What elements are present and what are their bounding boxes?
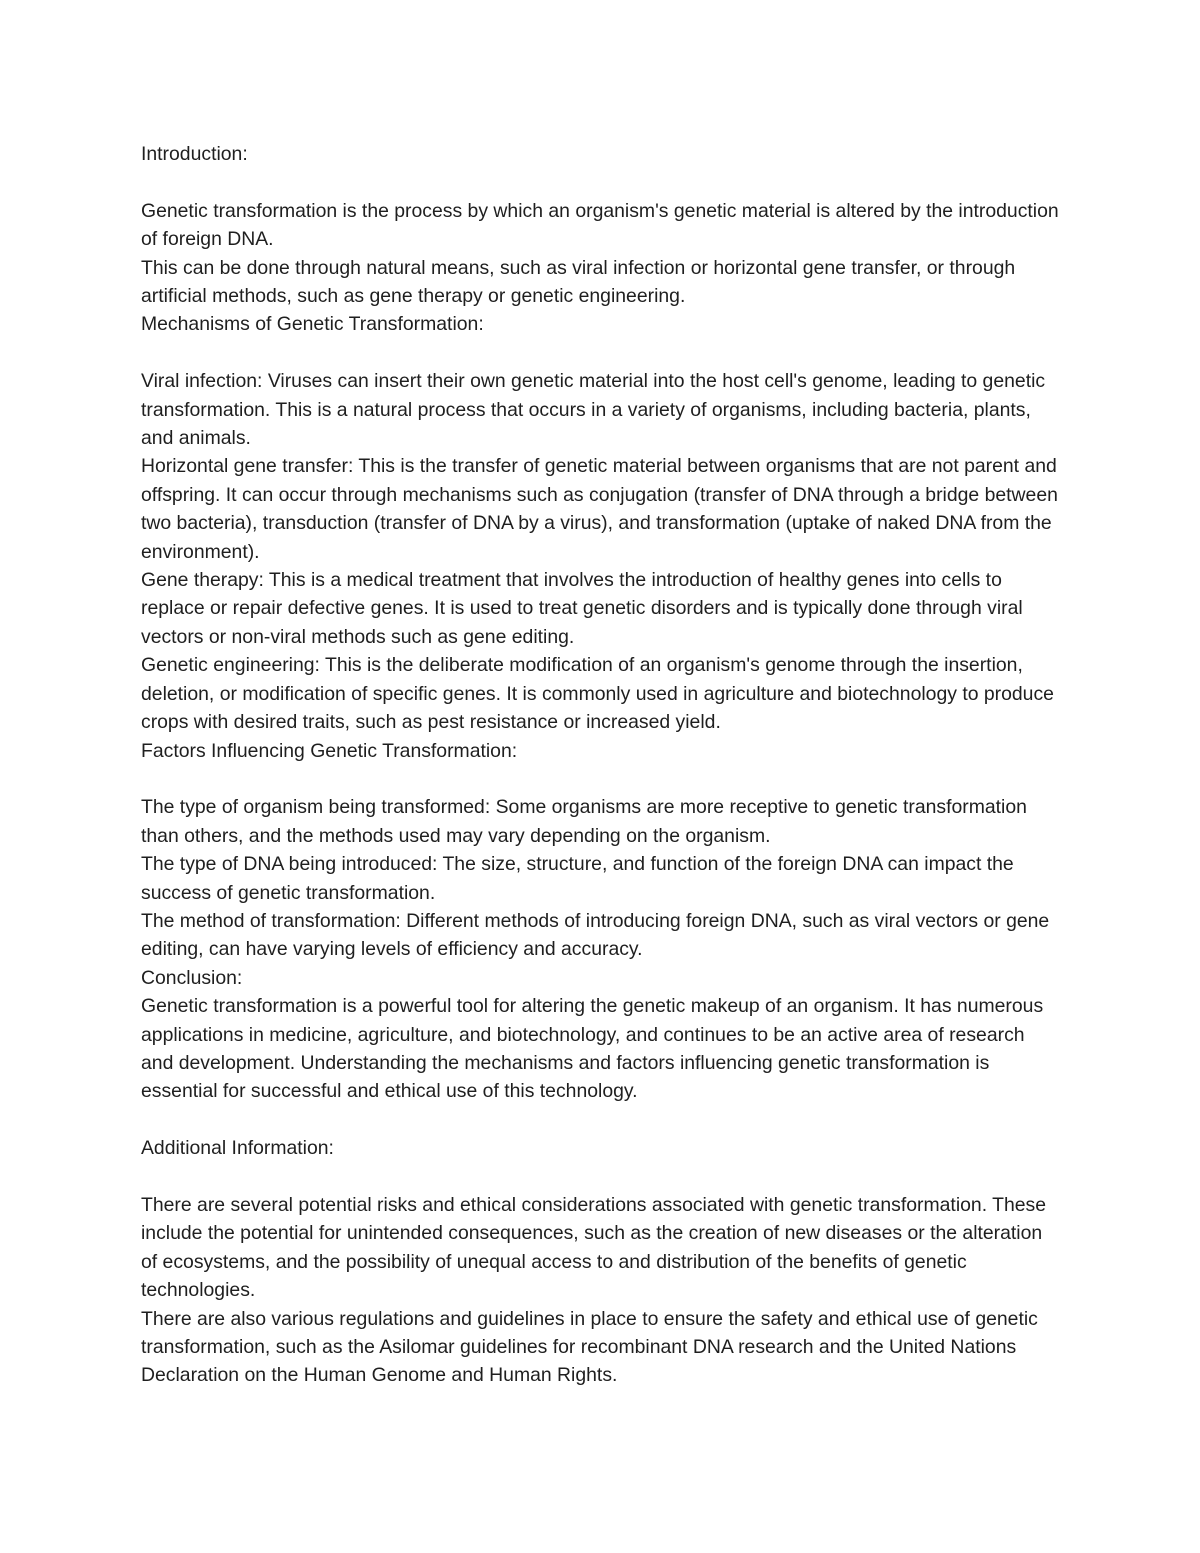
paragraph-horizontal-gene-transfer: Horizontal gene transfer: This is the transfer of genetic material between organisms that are not parent and offspring. It can occur through mechanisms such as conjugation (transfer of DNA through a bridge between two bacteria), transduction (transfer of DNA by a virus), and transformation (uptake of naked DNA from the environment).	[141, 455, 1058, 563]
paragraph-conclusion: Genetic transformation is a powerful tool for altering the genetic makeup of an organism. It has numerous applications in medicine, agriculture, and biotechnology, and continues to be an active area of research and development. Understanding the mechanisms and factors influencing genetic transformation is essential for successful and ethical use of this technology.	[141, 995, 1044, 1103]
paragraph-organism-type: The type of organism being transformed: Some organisms are more receptive to genetic transformation than others, and the methods used may vary depending on the organism.	[141, 796, 1027, 847]
heading-conclusion: Conclusion:	[141, 966, 243, 989]
heading-additional-information: Additional Information:	[141, 1137, 334, 1160]
paragraph-definition: Genetic transformation is the process by which an organism's genetic material is altered by the introduction of foreign DNA.	[141, 199, 1059, 251]
paragraph-method: The method of transformation: Different methods of introducing foreign DNA, such as viral vectors or gene editing, can have varying levels of efficiency and accuracy.	[141, 909, 1050, 961]
paragraph-regulations: There are also various regulations and guidelines in place to ensure the safety and ethical use of genetic transformation, such as the Asilomar guidelines for recombinant DNA research and the United Nations Declaration on the Human Genome and Human Rights.	[141, 1307, 1038, 1387]
paragraph-viral-infection: Viral infection: Viruses can insert their own genetic material into the host cell's genome, leading to genetic transformation. This is a natural process that occurs in a variety of organisms, including bacteria, plants, and animals.	[141, 370, 1046, 450]
heading-introduction: Introduction:	[141, 143, 248, 165]
blank-line	[141, 339, 1061, 367]
blank-line	[141, 765, 1061, 793]
blank-line	[141, 1106, 1061, 1134]
paragraph-dna-type: The type of DNA being introduced: The size, structure, and function of the foreign DNA can impact the success of genetic transformation.	[141, 853, 1014, 904]
paragraph-risks: There are several potential risks and ethical considerations associated with genetic transformation. These include the potential for unintended consequences, such as the creation of new diseases or the alteration of ecosystems, and the possibility of unequal access to and distribution of the benefits of genetic technologies.	[141, 1193, 1047, 1302]
paragraph-means: This can be done through natural means, such as viral infection or horizontal gene transfer, or through artificial methods, such as gene therapy or genetic engineering.	[141, 256, 1016, 308]
blank-line	[141, 1163, 1061, 1191]
paragraph-gene-therapy: Gene therapy: This is a medical treatment that involves the introduction of healthy genes into cells to replace or repair defective genes. It is used to treat genetic disorders and is typically done through viral vectors or non-viral methods such as gene editing.	[141, 569, 1023, 648]
heading-factors: Factors Influencing Genetic Transformation:	[141, 739, 518, 762]
paragraph-genetic-engineering: Genetic engineering: This is the deliberate modification of an organism's genome through the insertion, deletion, or modification of specific genes. It is commonly used in agriculture and biotechnology to produce crops with desired traits, such as pest resistance or increased yield.	[141, 654, 1054, 734]
document-body	[141, 140, 1061, 1390]
blank-line	[141, 168, 1061, 196]
heading-mechanisms: Mechanisms of Genetic Transformation:	[141, 313, 484, 336]
